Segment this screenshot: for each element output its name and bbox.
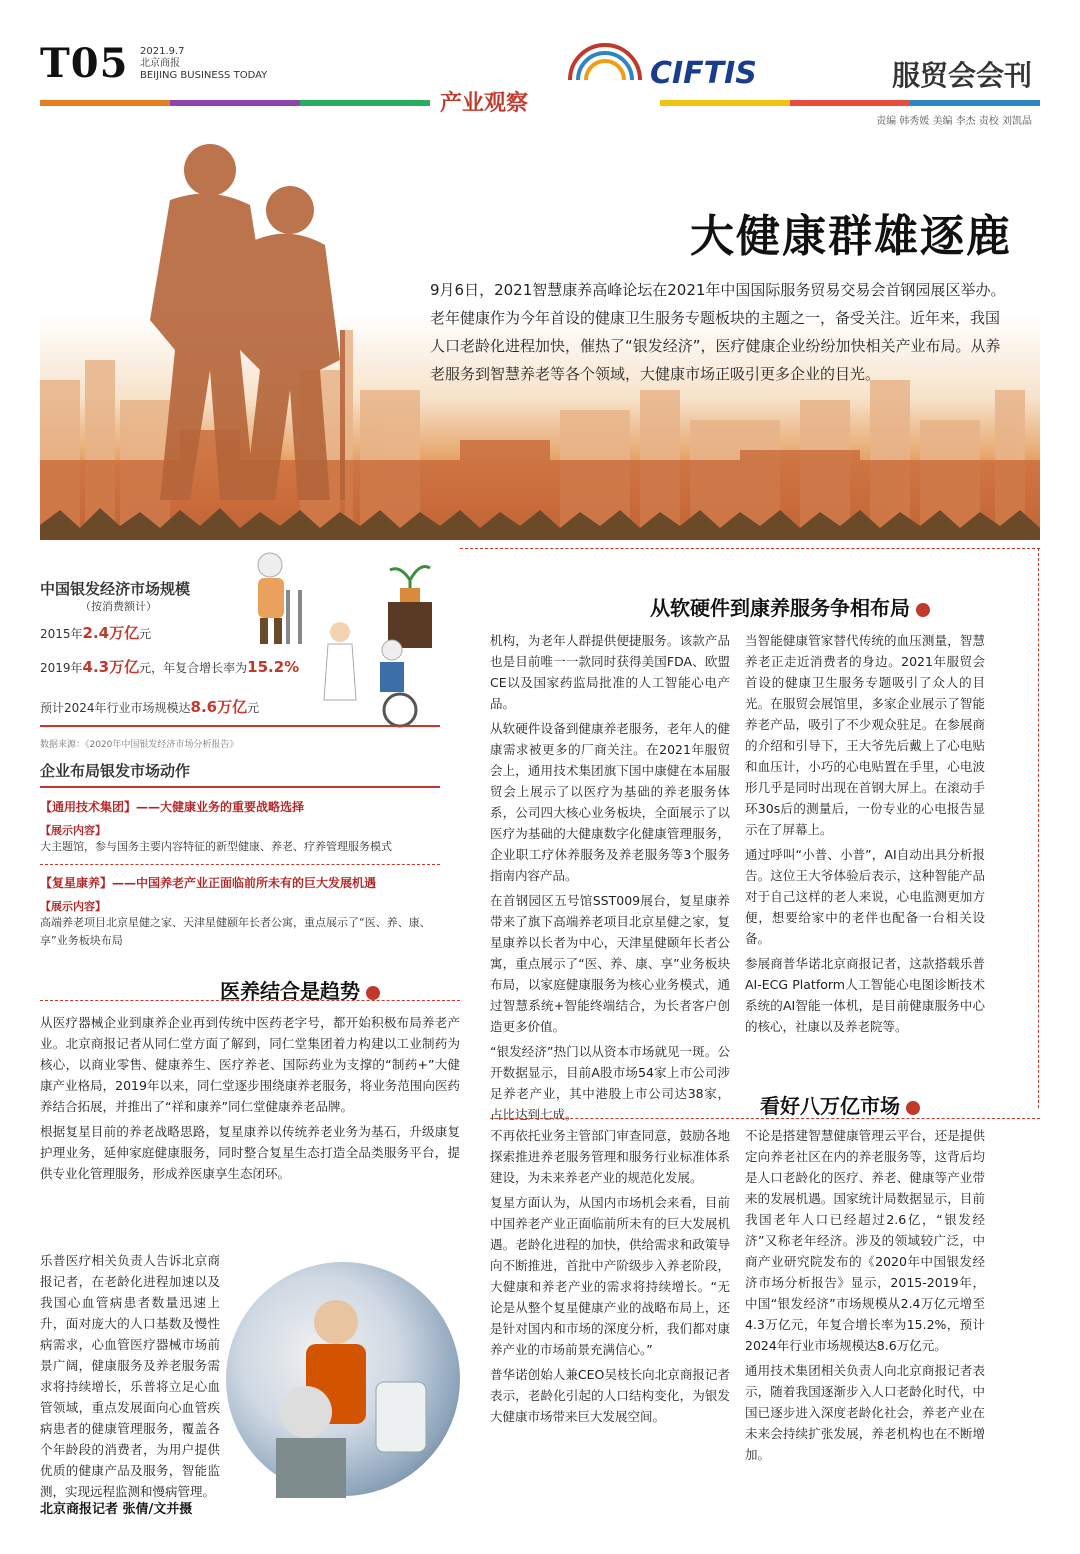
bullet-dot-icon [366, 986, 380, 1000]
paragraph: 从软硬件设备到健康养老服务，老年人的健康需求被更多的厂商关注。在2021年服贸会上，通用技术集团旗下国中康健在本届服贸会上展示了以医疗为基础的养老服务体系，公司四大核心业务板块，全面展示了以医疗为基础的大健康数字化健康管理服务，企业职工疗休养服务及养老服务等3个服务指南内容产品。 [490, 721, 730, 883]
issue-date: 2021.9.7 [140, 46, 185, 57]
company-moves-panel [40, 760, 440, 960]
paper-meta [140, 46, 267, 82]
byline: 北京商报记者 张倩/文并摄 [40, 1502, 193, 1517]
section-name: 服贸会会刊 [891, 59, 1032, 92]
stat-value: 8.6万亿 [190, 698, 248, 716]
headline: 大健康群雄逐鹿 [690, 211, 1012, 262]
paragraph: 不论是搭建智慧健康管理云平台，还是提供定向养老社区在内的养老服务等，这背后均是人口老龄化的医疗、养老、健康等产业带来的发展机遇。国家统计局数据显示，目前我国老年人口已经超过2.6亿，“银发经济”又称老年经济。涉及的领域较广泛，中商产业研究院发布的《2020年中国银发经济市场分析报告》显示，2015-2019年，中国“银发经济”市场规模从2.4万亿元增至4.3万亿元，年复合增长率为15.2%，预计2024年行业市场规模达8.6万亿元。 [745, 1128, 985, 1353]
stats-panel [40, 560, 440, 790]
paragraph: 通过呼叫“小普、小普”，AI自动出具分析报告。这位王大爷体验后表示，这种智能产品对于自己这样的老人来说，心电监测更加方便，想要给家中的老伴也配备一台相关设备。 [745, 847, 985, 946]
color-bar [660, 100, 790, 106]
color-bar [40, 100, 170, 106]
content-label: 【展示内容】 [40, 824, 106, 837]
divider [40, 864, 440, 865]
column-text [40, 1250, 220, 1499]
stat-2024 [40, 696, 440, 717]
stat-label: 2015年 [40, 627, 83, 641]
color-bar [910, 100, 1040, 106]
divider [40, 786, 440, 788]
bullet-dot-icon [916, 603, 930, 617]
content-text: 大主题馆，参与国务主要内容特征的新型健康、养老、疗养管理服务模式 [40, 840, 392, 853]
section-title: 医养结合是趋势 [220, 979, 360, 1003]
column-text [490, 1125, 730, 1525]
lead-paragraph: 9月6日，2021智慧康养高峰论坛在2021年中国国际服务贸易交易会首钢园展区举办。老年健康作为今年首设的健康卫生服务专题板块的主题之一，备受关注。近年来，我国人口老龄化进程加快，催热了“银发经济”，医疗健康企业纷纷加快相关产业布局。从养老服务到智慧养老等各个领域，大健康市场正吸引更多企业的目光。 [430, 281, 1006, 383]
brand-name: CIFTIS [650, 56, 757, 91]
paragraph: 当智能健康管家替代传统的血压测量，智慧养老正走近消费者的身边。2021年服贸会首设的健康卫生服务专题吸引了众人的目光。在服贸会展馆里，多家企业展示了智能养老产品，吸引了不少观众驻足。在参展商的介绍和引导下，王大爷先后戴上了心电贴和血压计，小巧的心电贴置在手里，心电波形几乎是同时出现在首钢大屏上。在滚动手环30s后的测量后，一份专业的心电报告显示在了屏幕上。 [745, 633, 985, 837]
content-text: 高端养老项目北京星健之家、天津星健颐年长者公寓，重点展示了“医、养、康、享”业务板块布局 [40, 916, 431, 947]
paragraph: 普华诺创始人兼CEO吴枝长向北京商报记者表示，老龄化引起的人口结构变化，为银发大健康市场带来巨大发展空间。 [490, 1367, 730, 1424]
stat-unit: 元 [247, 701, 260, 715]
stat-unit: 元，年复合增长率为 [139, 661, 248, 675]
company-tag: 【复星康养】——中国养老产业正面临前所未有的巨大发展机遇 [40, 876, 377, 890]
content-label: 【展示内容】 [40, 900, 106, 913]
paragraph: 通用技术集团相关负责人向北京商报记者表示，随着我国逐渐步入人口老龄化时代，中国已逐步进入深度老龄化社会，养老产业在未来会持续扩张发展，养老机构也在不断增加。 [745, 1363, 985, 1462]
stat-2015 [40, 622, 151, 643]
stat-label: 2019年 [40, 661, 83, 675]
stat-rate: 15.2% [247, 658, 300, 676]
stat-unit: 元 [139, 627, 152, 641]
page-number: T05 [40, 40, 129, 87]
paragraph: 机构，为老年人群提供便捷服务。该款产品也是目前唯一一款同时获得美国FDA、欧盟CE以及国家药监局批准的人工智能心电产品。 [490, 633, 730, 711]
paragraph: 不再依托业务主管部门审查同意，鼓励各地探索推进养老服务管理和服务行业标准体系建设，为未来养老产业的规范化发展。 [490, 1128, 730, 1185]
editors-credit: 责编 韩秀媛 美编 李杰 责校 刘凯晶 [876, 116, 1032, 127]
section-heading [650, 592, 930, 621]
divider [1038, 548, 1039, 1108]
moves-title: 企业布局银发市场动作 [40, 762, 191, 780]
stat-2019 [40, 656, 300, 677]
stat-value: 2.4万亿 [82, 624, 140, 642]
divider [40, 1000, 460, 1001]
data-source: 数据来源：《2020年中国银发经济市场分析报告》 [40, 740, 239, 750]
stat-value: 4.3万亿 [82, 658, 140, 676]
paper-name-en: BEIJING BUSINESS TODAY [140, 70, 268, 81]
company-tag: 【通用技术集团】——大健康业务的重要战略选择 [40, 800, 305, 814]
bullet-dot-icon [906, 1101, 920, 1115]
column-text [490, 630, 730, 1122]
divider [40, 725, 440, 727]
section-heading [760, 1090, 920, 1119]
color-bar [170, 100, 300, 106]
paragraph: 乐普医疗相关负责人告诉北京商报记者，在老龄化进程加速以及我国心血管病患者数量迅速上升，面对庞大的人口基数及慢性病需求，心血管医疗器械市场前景广阔，健康服务及养老服务需求将持续增长，乐普将立足心血管领域，重点发展面向心血管疾病患者的健康管理服务，覆盖各个年龄段的消费者，为用户提供优质的健康产品及服务，智能监测，实现远程监测和慢病管理。 [40, 1253, 220, 1499]
banner-subtitle: 产业观察 [440, 91, 529, 116]
paragraph: 复星方面认为，从国内市场机会来看，目前中国养老产业正面临前所未有的巨大发展机遇。老龄化进程的加快，供给需求和政策导向不断推进，首批中产阶级步入养老阶段，大健康和养老产业的需求将持续增长。“无论是从整个复星健康产业的战略布局上，还是针对国内和市场的深度分析，我们都对康养产业的市场前景充满信心。” [490, 1195, 730, 1357]
column-text [745, 630, 985, 1034]
brand-logo-icon [560, 40, 650, 90]
paragraph: 从医疗器械企业到康养企业再到传统中医药老字号，都开始积极布局养老产业。北京商报记者从同仁堂方面了解到，同仁堂集团着力构建以工业制药为核心，以商业零售、健康养生、医疗养老、国际药业为支撑的“制药+”大健康产业格局，2019年以来，同仁堂逐步围绕康养老服务，将业务范围向医药养结合拓展，并推出了“祥和康养”同仁堂健康养老品牌。 [40, 1015, 460, 1114]
divider [460, 548, 1040, 549]
paper-name-cn: 北京商报 [140, 58, 180, 69]
color-bar [790, 100, 910, 106]
paragraph: 在首钢园区五号馆SST009展台，复星康养带来了旗下高端养老项目北京星健之家，复星康养以长者为中心，天津星健颐年长者公寓，重点展示了“医、养、康、享”业务板块布局，以家庭健康服务为核心业务模式，通过智慧系统+智能终端结合，为长者客户创造更多价值。 [490, 893, 730, 1034]
color-bar [300, 100, 430, 106]
column-text [40, 1012, 460, 1252]
panel-title: 中国银发经济市场规模 [40, 580, 191, 598]
section-title: 从软硬件到康养服务争相布局 [650, 596, 910, 620]
column-text [745, 1125, 985, 1525]
paragraph: 参展商普华诺北京商报记者，这款搭载乐普AI-ECG Platform人工智能心电图诊断技术系统的AI智能一体机，是目前健康服务中心的核心，社康以及养老院等。 [745, 956, 985, 1034]
elderly-woman-illustration-icon [240, 550, 310, 650]
expo-photo [226, 1262, 460, 1496]
panel-subtitle: （按消费额计） [80, 600, 157, 613]
section-title: 看好八万亿市场 [760, 1094, 900, 1118]
paragraph: 根据复星目前的养老战略思路，复星康养以传统养老业务为基石，升级康复护理业务，延伸家庭健康服务，同时整合复星生态打造全品类服务平台，提供专业化管理服务，形成养医康享生态闭环。 [40, 1124, 460, 1181]
paragraph: “银发经济”热门以从资本市场就见一斑。公开数据显示，目前A股市场54家上市公司涉足养老产业，其中港股上市公司达38家，占比达到七成。 [490, 1044, 730, 1122]
divider [490, 1118, 1040, 1119]
stat-label: 预计2024年行业市场规模达 [40, 701, 191, 715]
